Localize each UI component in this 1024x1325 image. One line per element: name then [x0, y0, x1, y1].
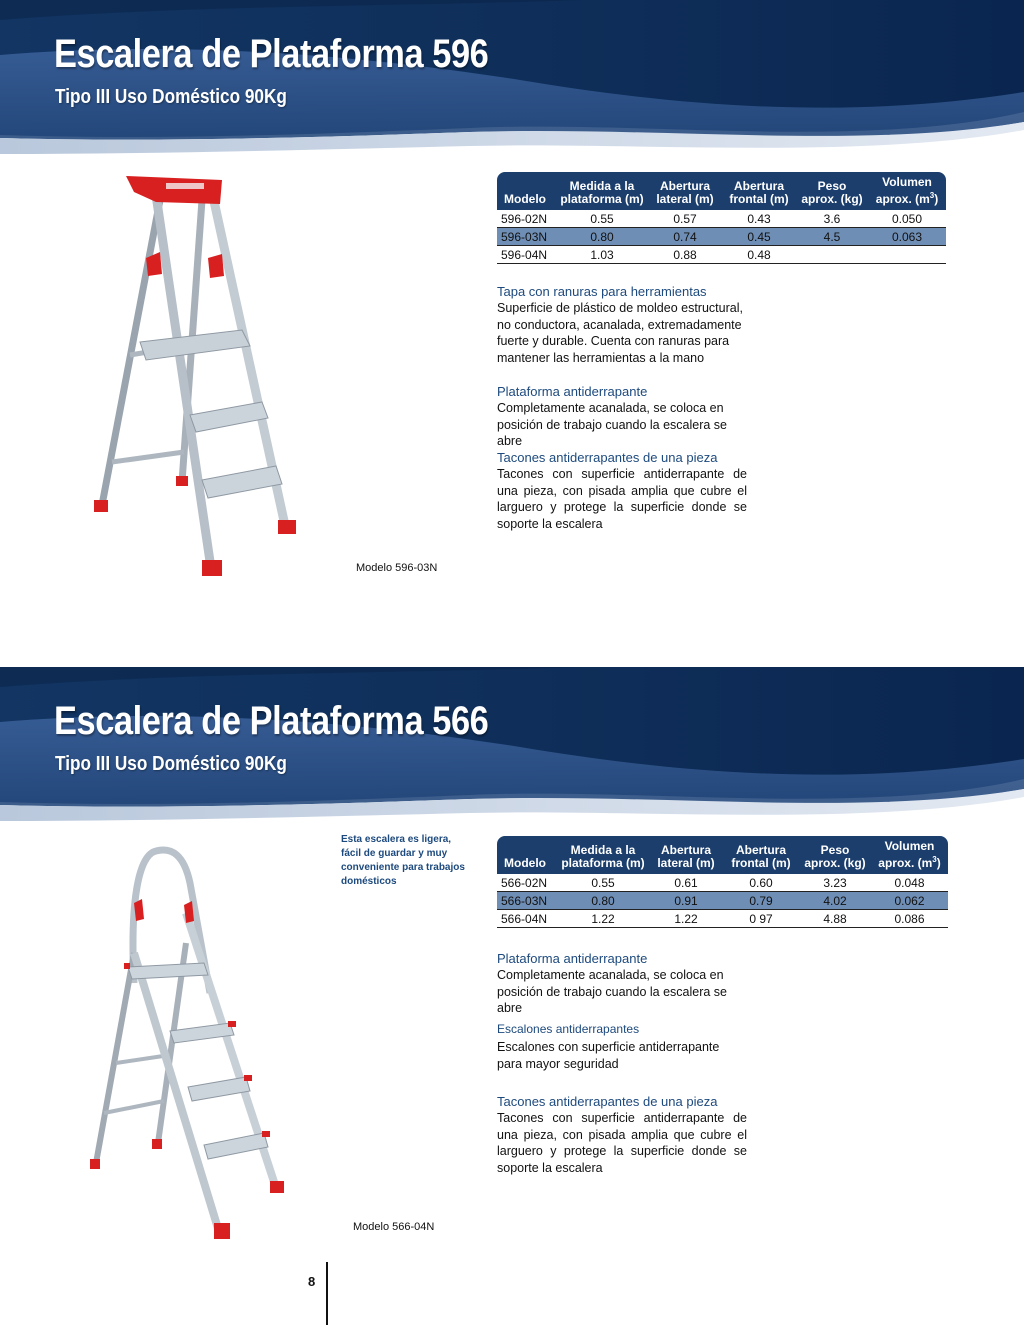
cell-height: 1.03 — [556, 246, 648, 264]
cell-weight: 4.88 — [799, 910, 871, 928]
cell-weight: 4.02 — [799, 892, 871, 910]
cell-model: 596-02N — [497, 210, 556, 228]
table-row — [497, 246, 946, 264]
page-subtitle: Tipo III Uso Doméstico 90Kg — [55, 86, 287, 108]
table-row — [497, 210, 946, 228]
feature-text: Completamente acanalada, se coloca en posición de trabajo cuando la escalera se abre — [497, 968, 728, 1015]
image-caption-566: Modelo 566-04N — [353, 1221, 435, 1233]
cell-lateral: 0.91 — [649, 892, 723, 910]
cell-lateral: 1.22 — [649, 910, 723, 928]
cell-frontal: 0.79 — [723, 892, 799, 910]
cell-frontal: 0.45 — [722, 228, 796, 246]
banner-wave-graphic — [0, 667, 1024, 832]
feature-text: Tacones con superficie antiderrapante de una pieza, con pisada amplia que cubre el larguero y protege la superficie donde se soporte la escalera — [497, 1111, 747, 1175]
page-title: Escalera de Plataforma 596 — [54, 32, 489, 76]
cell-volume — [868, 246, 946, 264]
spec-table-596 — [497, 172, 946, 264]
col-header-weight: Peso aprox. (kg) — [799, 836, 871, 874]
feature-text: Superficie de plástico de moldeo estructural, no conductora, acanalada, extremadamente fuerte y durable. Cuenta con ranuras para mantener las herramientas a la mano — [497, 301, 743, 365]
page-number: 8 — [308, 1274, 316, 1289]
spec-table-566 — [497, 836, 948, 928]
col-header-volume: Volumen aprox. $(m^3)$ — [868, 172, 946, 210]
col-header-lateral: Abertura lateral (m) — [649, 836, 723, 874]
col-header-weight: Peso aprox. (kg) — [796, 172, 868, 210]
section-subtitle: Tipo III Uso Doméstico 90Kg — [55, 753, 287, 775]
cell-lateral: 0.57 — [648, 210, 722, 228]
cell-model: 566-03N — [497, 892, 557, 910]
cell-volume: 0.062 — [871, 892, 948, 910]
feature-text: Completamente acanalada, se coloca en posición de trabajo cuando la escalera se abre — [497, 401, 728, 448]
feature-text: Escalones con superficie antiderrapante para mayor seguridad — [497, 1040, 720, 1071]
table-row — [497, 892, 948, 910]
section-title: Escalera de Plataforma 566 — [54, 699, 489, 743]
col-header-height: Medida a la plataforma (m) — [557, 836, 649, 874]
feature-title: Tacones antiderrapantes de una pieza — [497, 1094, 718, 1109]
cell-weight: 3.6 — [796, 210, 868, 228]
table-row — [497, 910, 948, 928]
image-caption-596: Modelo 596-03N — [356, 562, 438, 574]
cell-lateral: 0.74 — [648, 228, 722, 246]
banner-wave-graphic — [0, 0, 1024, 165]
table-row — [497, 228, 946, 246]
cell-weight: 3.23 — [799, 874, 871, 892]
side-note: Esta escalera es ligera, fácil de guardar y muy conveniente para trabajos domésticos — [341, 834, 465, 887]
page-divider — [326, 1262, 328, 1325]
cell-frontal: 0 97 — [723, 910, 799, 928]
cell-lateral: 0.61 — [649, 874, 723, 892]
header-banner-596 — [0, 0, 1024, 165]
col-header-frontal: Abertura frontal (m) — [723, 836, 799, 874]
cell-lateral: 0.88 — [648, 246, 722, 264]
ladder-566-image — [80, 843, 300, 1243]
cell-height: 0.80 — [557, 892, 649, 910]
feature-title: Escalones antiderrapantes — [497, 1022, 640, 1036]
cell-volume: 0.048 — [871, 874, 948, 892]
feature-text: Tacones con superficie antiderrapante de una pieza, con pisada amplia que cubre el larguero y protege la superficie donde se soporte la escalera — [497, 467, 747, 531]
cell-frontal: 0.43 — [722, 210, 796, 228]
col-header-height: Medida a la plataforma (m) — [556, 172, 648, 210]
table-header-row — [497, 836, 948, 874]
ladder-596-image — [90, 170, 310, 582]
cell-frontal: 0.60 — [723, 874, 799, 892]
cell-height: 0.55 — [556, 210, 648, 228]
cell-volume: 0.063 — [868, 228, 946, 246]
header-banner-566 — [0, 667, 1024, 832]
cell-model: 596-04N — [497, 246, 556, 264]
cell-frontal: 0.48 — [722, 246, 796, 264]
feature-title: Plataforma antiderrapante — [497, 384, 648, 399]
feature-title: Tapa con ranuras para herramientas — [497, 284, 707, 299]
col-header-volume: Volumen aprox. $(m^3)$ — [871, 836, 948, 874]
cell-height: 0.80 — [556, 228, 648, 246]
feature-title: Plataforma antiderrapante — [497, 951, 648, 966]
cell-model: 566-04N — [497, 910, 557, 928]
cell-volume: 0.050 — [868, 210, 946, 228]
cell-volume: 0.086 — [871, 910, 948, 928]
cell-model: 566-02N — [497, 874, 557, 892]
cell-model: 596-03N — [497, 228, 556, 246]
col-header-model: Modelo — [497, 172, 556, 210]
feature-title: Tacones antiderrapantes de una pieza — [497, 450, 718, 465]
cell-height: 0.55 — [557, 874, 649, 892]
table-header-row — [497, 172, 946, 210]
col-header-model: Modelo — [497, 836, 557, 874]
col-header-frontal: Abertura frontal (m) — [722, 172, 796, 210]
cell-weight: 4.5 — [796, 228, 868, 246]
col-header-lateral: Abertura lateral (m) — [648, 172, 722, 210]
table-row — [497, 874, 948, 892]
cell-weight — [796, 246, 868, 264]
cell-height: 1.22 — [557, 910, 649, 928]
